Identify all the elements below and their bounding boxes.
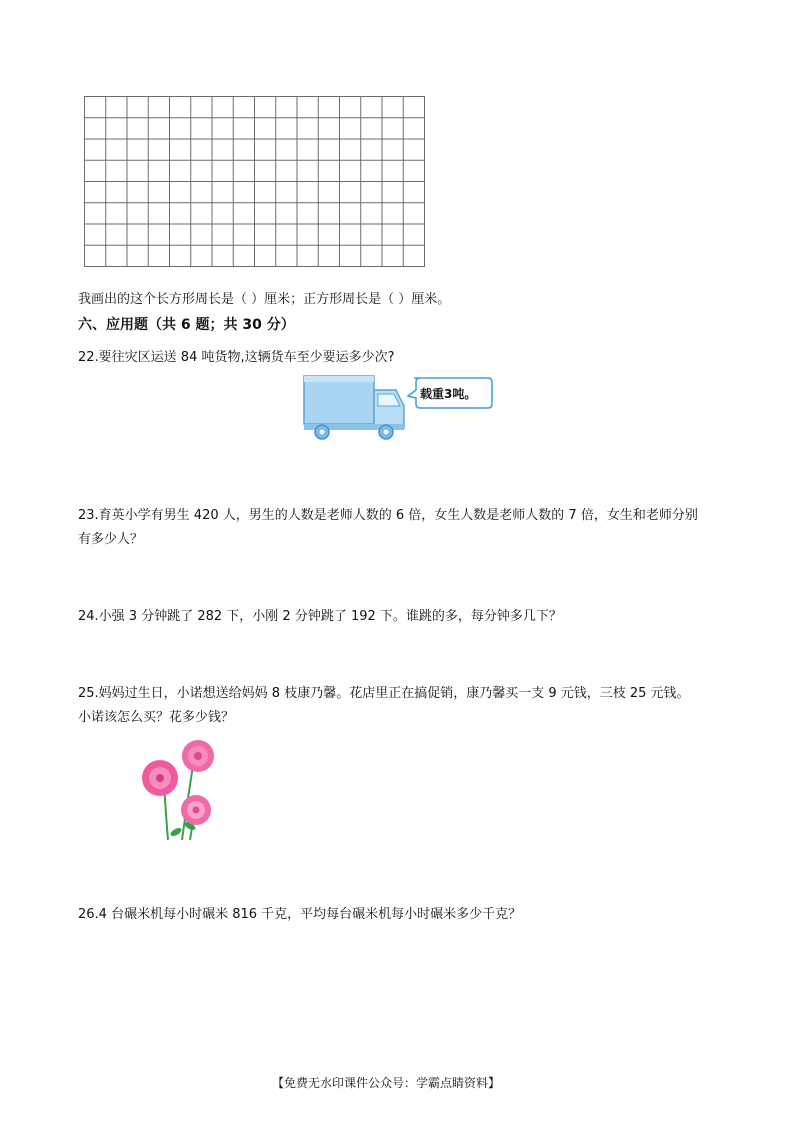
- question-25-line2: 小诺该怎么买？花多少钱？: [78, 710, 235, 725]
- drawing-grid: [84, 96, 425, 267]
- truck-illustration: [300, 372, 410, 446]
- question-26: 26.4 台碾米机每小时碾米 816 千克，平均每台碾米机每小时碾米多少千克？: [78, 907, 522, 922]
- question-22: 22.要往灾区运送 84 吨货物,这辆货车至少要运多少次?: [78, 350, 395, 365]
- footer-note: 【免费无水印课件公众号：学霸点睛资料】: [272, 1076, 501, 1090]
- question-23-line2: 有多少人？: [78, 532, 144, 547]
- question-24: 24.小强 3 分钟跳了 282 下，小刚 2 分钟跳了 192 下。谁跳的多，每分钟多几下？: [78, 609, 562, 624]
- grid-caption: 我画出的这个长方形周长是（ ）厘米；正方形周长是（ ）厘米。: [78, 292, 451, 307]
- question-23-line1: 23.育英小学有男生 420 人，男生的人数是老师人数的 6 倍，女生人数是老师人数的 7 倍，女生和老师分别: [78, 508, 698, 523]
- carnation-flowers-image: [132, 736, 224, 842]
- question-25-line1: 25.妈妈过生日，小诺想送给妈妈 8 枝康乃馨。花店里正在搞促销，康乃馨买一支 9 元钱，三枝 25 元钱。: [78, 686, 690, 701]
- section-title: 六、应用题（共 6 题；共 30 分）: [78, 317, 295, 333]
- speech-bubble-text: 载重3吨。: [420, 387, 477, 401]
